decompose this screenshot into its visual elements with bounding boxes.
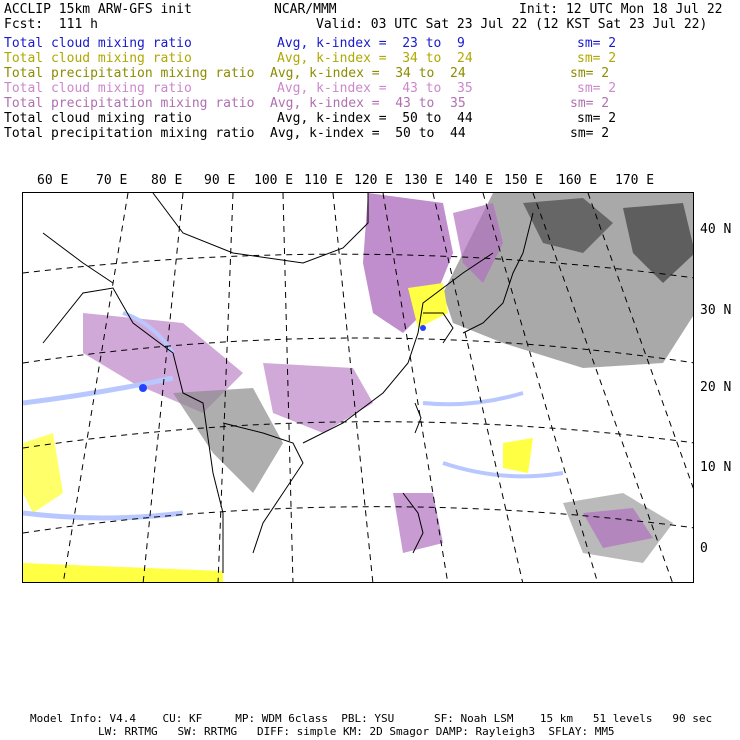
legend-avg-1: Avg, k-index = 23 to 9 — [277, 36, 465, 51]
legend-field-4: Total cloud mixing ratio — [4, 81, 192, 96]
lon-label-160e: 160 E — [558, 173, 598, 188]
legend-field-1: Total cloud mixing ratio — [4, 36, 192, 51]
legend-field-6: Total cloud mixing ratio — [4, 111, 192, 126]
lon-label-140e: 140 E — [454, 173, 494, 188]
gray-cloud-indochina — [173, 388, 283, 493]
legend-field-2: Total cloud mixing ratio — [4, 51, 192, 66]
lat-label-0: 0 — [700, 541, 708, 556]
forecast-hour: Fcst: 111 h — [4, 17, 98, 32]
lon-label-80e: 80 E — [151, 173, 183, 188]
coastline-taiwan — [415, 403, 421, 433]
lon-label-60e: 60 E — [37, 173, 69, 188]
legend-sm-6: sm= 2 — [577, 111, 617, 126]
legend-field-7: Total precipitation mixing ratio — [4, 126, 255, 141]
legend-avg-3: Avg, k-index = 34 to 24 — [270, 66, 466, 81]
blue-cloud-streak-4 — [23, 513, 183, 518]
cloud-field — [23, 193, 694, 583]
blue-cloud-spot — [139, 384, 147, 392]
map-canvas — [23, 193, 694, 583]
legend-sm-2: sm= 2 — [577, 51, 617, 66]
valid-time: Valid: 03 UTC Sat 23 Jul 22 (12 KST Sat 23 Jul 22) — [316, 17, 708, 32]
yellow-cloud-patch-southwest — [23, 563, 223, 583]
legend-sm-3: sm= 2 — [570, 66, 610, 81]
legend-avg-7: Avg, k-index = 50 to 44 — [270, 126, 466, 141]
border-mongolia — [153, 193, 368, 263]
legend-avg-2: Avg, k-index = 34 to 24 — [277, 51, 473, 66]
legend-avg-4: Avg, k-index = 43 to 35 — [277, 81, 473, 96]
model-info-line-2: LW: RRTMG SW: RRTMG DIFF: simple KM: 2D Smagor DAMP: Rayleigh3 SFLAY: MM5 — [98, 725, 615, 738]
lon-label-170e: 170 E — [615, 173, 655, 188]
map-panel — [22, 192, 694, 583]
lat-label-20n: 20 N — [700, 380, 732, 395]
yellow-cloud-patch-pacific — [503, 438, 533, 473]
yellow-cloud-patch-west — [23, 433, 63, 513]
organization-label: NCAR/MMM — [274, 2, 337, 17]
blue-cloud-spot-2 — [420, 325, 426, 331]
latitude-line-10n — [23, 422, 694, 448]
lon-label-120e: 120 E — [354, 173, 394, 188]
legend-field-5: Total precipitation mixing ratio — [4, 96, 255, 111]
border-himalaya — [43, 233, 113, 283]
plot-title: ACCLIP 15km ARW-GFS init — [4, 2, 192, 17]
lat-label-30n: 30 N — [700, 303, 732, 318]
init-time: Init: 12 UTC Mon 18 Jul 22 — [519, 2, 723, 17]
purple-cloud-south-china — [263, 363, 373, 433]
lon-label-130e: 130 E — [404, 173, 444, 188]
lon-label-150e: 150 E — [504, 173, 544, 188]
lon-label-70e: 70 E — [96, 173, 128, 188]
legend-avg-5: Avg, k-index = 43 to 35 — [270, 96, 466, 111]
legend-field-3: Total precipitation mixing ratio — [4, 66, 255, 81]
legend-avg-6: Avg, k-index = 50 to 44 — [277, 111, 473, 126]
legend-sm-7: sm= 2 — [570, 126, 610, 141]
lon-label-90e: 90 E — [204, 173, 236, 188]
lon-label-110e: 110 E — [304, 173, 344, 188]
blue-cloud-streak-3 — [423, 393, 523, 404]
legend-sm-1: sm= 2 — [577, 36, 617, 51]
lat-label-10n: 10 N — [700, 460, 732, 475]
lon-label-100e: 100 E — [254, 173, 294, 188]
lat-label-40n: 40 N — [700, 222, 732, 237]
model-info-line-1: Model Info: V4.4 CU: KF MP: WDM 6class PBL: YSU SF: Noah LSM 15 km 51 levels 90 sec — [30, 712, 713, 725]
legend-sm-4: sm= 2 — [577, 81, 617, 96]
legend-sm-5: sm= 2 — [570, 96, 610, 111]
